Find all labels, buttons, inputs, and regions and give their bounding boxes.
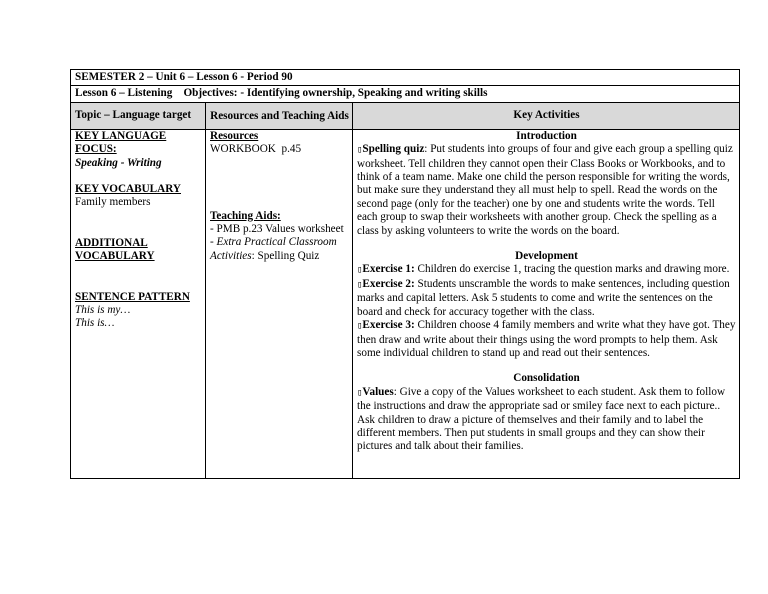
key-language-focus-label: KEY LANGUAGE FOCUS:: [75, 129, 167, 156]
exercise-3-activity: [357, 319, 736, 360]
semester-header: SEMESTER 2 – Unit 6 – Lesson 6 - Period 90: [71, 70, 740, 86]
exercise-3-label: Exercise 3:: [362, 319, 415, 332]
exercise-1-label: Exercise 1:: [362, 263, 415, 276]
bullet-box-icon: ▯: [357, 265, 363, 276]
column-header-row: [71, 102, 740, 129]
values-activity: [357, 386, 736, 454]
key-language-focus-value: Speaking - Writing: [75, 156, 162, 169]
sentence-pattern-1: This is my…: [75, 304, 131, 317]
content-row: [71, 129, 740, 478]
header-row-lesson: [71, 86, 740, 102]
topic-column-header: Topic – Language target: [71, 102, 206, 129]
additional-vocabulary-label: ADDITIONAL VOCABULARY: [75, 236, 155, 263]
activities-column-header: Key Activities: [353, 102, 740, 129]
development-title: Development: [515, 250, 578, 263]
key-vocabulary-value: Family members: [75, 196, 151, 209]
extra-activities-title: - Extra Practical Classroom Activities: [210, 236, 337, 262]
extra-activities: [210, 236, 349, 263]
sentence-pattern-2: This is…: [75, 317, 115, 330]
introduction-title: Introduction: [516, 129, 577, 142]
values-text: : Give a copy of the Values worksheet to each student. Ask them to follow the instructions and draw the appropriate sad or smiley face next to each picture.. Ask children to draw a picture of themselves and their family and to label the different members. Then put students in small groups and they can show their pictures and talk about their families.: [357, 385, 726, 453]
lesson-objectives-header: Lesson 6 – Listening Objectives: - Identifying ownership, Speaking and writing skills: [71, 86, 740, 102]
lesson-plan-table: [70, 69, 740, 479]
extra-activities-detail: : Spelling Quiz: [251, 249, 320, 262]
spelling-quiz-activity: [357, 143, 736, 238]
resources-label: Resources: [210, 129, 259, 142]
bullet-box-icon: ▯: [357, 279, 363, 290]
pmb-reference: - PMB p.23 Values worksheet: [210, 223, 344, 236]
key-vocabulary-label: KEY VOCABULARY: [75, 183, 181, 196]
exercise-3-text: Children choose 4 family members and write what they have got. They then draw and write about their things using the word prompts to help them. Ask some individual children to stand up and read out their sentences.: [357, 319, 736, 359]
consolidation-title: Consolidation: [513, 372, 580, 385]
bullet-box-icon: ▯: [357, 387, 363, 398]
exercise-2-label: Exercise 2:: [362, 277, 415, 290]
sentence-pattern-label: SENTENCE PATTERN: [75, 290, 190, 303]
exercise-1-text: Children do exercise 1, tracing the question marks and drawing more.: [414, 263, 730, 276]
exercise-2-text: Students unscramble the words to make sentences, including question marks and capital letters. Ask 5 students to come and write the sentences on the board and check for accuracy together with the class.: [357, 277, 730, 318]
bullet-box-icon: ▯: [357, 145, 363, 156]
header-row-semester: [71, 70, 740, 86]
topic-cell: [71, 129, 206, 478]
spelling-quiz-text: : Put students into groups of four and give each group a spelling quiz worksheet. Tell children they cannot open their Class Books or Workbooks, and to think of a team name. Make one child the person responsible for writing the words, but make sure they understand they all must help to spell. Read the words on the second page (only for the teacher) one by one and students write the words. Tell each group to swap their worksheets with another group. Check the spelling as a class by asking volunteers to write the words on the board.: [357, 143, 733, 237]
bullet-box-icon: ▯: [357, 321, 363, 332]
workbook-reference: WORKBOOK p.45: [210, 143, 302, 156]
activities-cell: [353, 129, 740, 478]
spelling-quiz-label: Spelling quiz: [362, 143, 425, 156]
values-label: Values: [362, 385, 394, 398]
resources-column-header: Resources and Teaching Aids: [206, 102, 353, 129]
exercise-2-activity: [357, 278, 736, 319]
teaching-aids-label: Teaching Aids:: [210, 209, 281, 222]
resources-cell: [206, 129, 353, 478]
exercise-1-activity: [357, 263, 736, 277]
